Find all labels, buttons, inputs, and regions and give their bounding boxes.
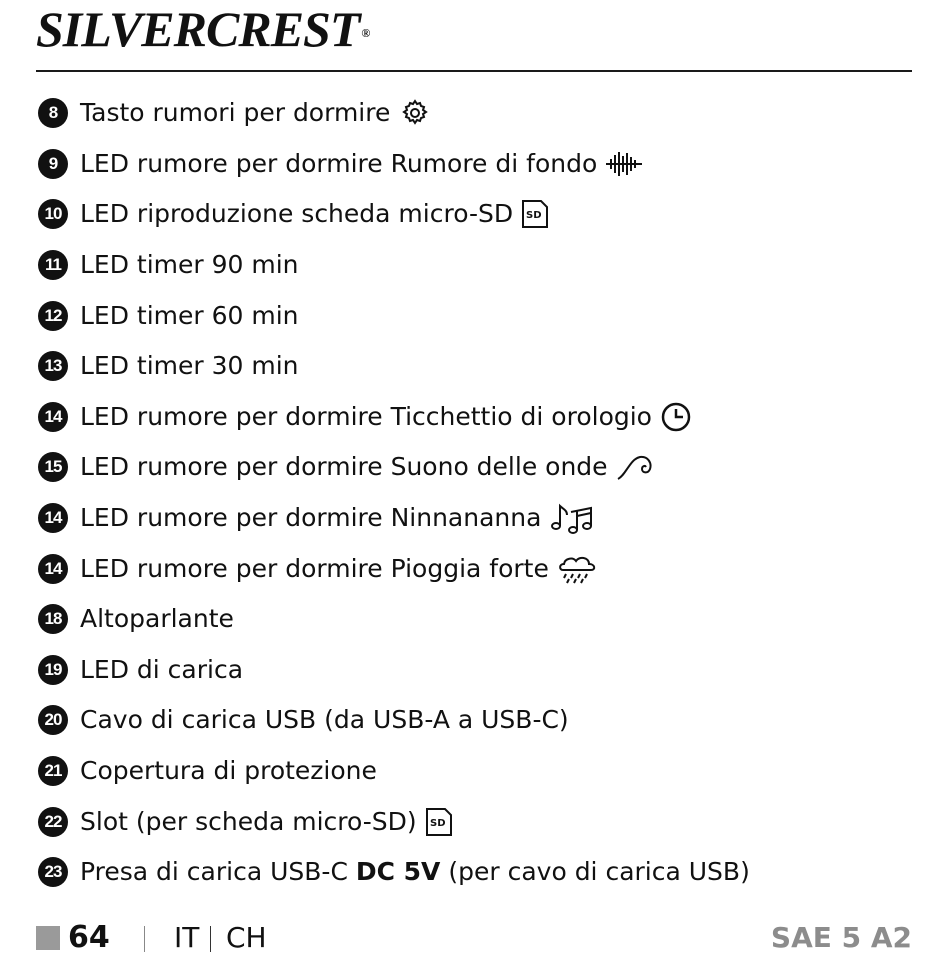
language-divider bbox=[210, 926, 211, 952]
item-number-badge: 14 bbox=[38, 554, 68, 584]
voltage-rating: DC 5V bbox=[355, 857, 441, 887]
item-label: Tasto rumori per dormire bbox=[80, 98, 391, 128]
list-item bbox=[38, 594, 918, 645]
item-label: Copertura di protezione bbox=[80, 756, 377, 786]
list-item bbox=[38, 290, 918, 341]
item-label: Cavo di carica USB (da USB-A a USB-C) bbox=[80, 705, 569, 735]
footer-divider bbox=[144, 926, 145, 952]
item-number-badge: 14 bbox=[38, 402, 68, 432]
gear-icon bbox=[398, 98, 432, 128]
language-it: IT bbox=[174, 921, 200, 954]
item-label: LED rumore per dormire Pioggia forte bbox=[80, 553, 549, 583]
rain-cloud-icon bbox=[557, 554, 599, 584]
component-list bbox=[38, 88, 918, 898]
item-label bbox=[80, 857, 750, 887]
item-label: LED riproduzione scheda micro-SD bbox=[80, 199, 514, 229]
item-number-badge: 14 bbox=[38, 503, 68, 533]
item-number-badge: 22 bbox=[38, 807, 68, 837]
list-item bbox=[38, 139, 918, 190]
list-item bbox=[38, 746, 918, 797]
item-number-badge: 9 bbox=[38, 149, 68, 179]
item-number-badge: 10 bbox=[38, 199, 68, 229]
list-item bbox=[38, 442, 918, 493]
item-number-badge: 19 bbox=[38, 655, 68, 685]
item-number-badge: 15 bbox=[38, 452, 68, 482]
item-label-end: (per cavo di carica USB) bbox=[448, 857, 750, 887]
item-label: Slot (per scheda micro-SD) bbox=[80, 806, 417, 836]
list-item bbox=[38, 543, 918, 594]
wave-icon bbox=[616, 453, 656, 481]
item-label: LED rumore per dormire Ticchettio di orologio bbox=[80, 401, 652, 431]
item-label: LED timer 90 min bbox=[80, 250, 299, 280]
item-number-badge: 18 bbox=[38, 604, 68, 634]
list-item bbox=[38, 695, 918, 746]
sd-card-icon bbox=[521, 199, 549, 229]
language-ch: CH bbox=[226, 921, 267, 954]
model-number: SAE 5 A2 bbox=[770, 921, 912, 954]
item-number-badge: 21 bbox=[38, 756, 68, 786]
item-number-badge: 13 bbox=[38, 351, 68, 381]
item-label: LED rumore per dormire Ninnananna bbox=[80, 503, 542, 533]
music-notes-icon bbox=[549, 502, 595, 534]
item-label: LED rumore per dormire Suono delle onde bbox=[80, 452, 608, 482]
item-label: LED di carica bbox=[80, 654, 244, 684]
item-label-start: Presa di carica USB-C bbox=[80, 857, 348, 887]
brand-logo: SILVERCREST ® bbox=[36, 1, 370, 57]
clock-icon bbox=[660, 401, 692, 433]
sd-card-icon bbox=[425, 807, 453, 837]
item-number-badge: 8 bbox=[38, 98, 68, 128]
svg-text:SD: SD bbox=[429, 817, 446, 829]
svg-text:SD: SD bbox=[526, 210, 542, 222]
sound-wave-icon bbox=[605, 150, 643, 178]
item-number-badge: 20 bbox=[38, 705, 68, 735]
page-number: 64 bbox=[68, 920, 110, 955]
page-footer bbox=[36, 918, 912, 958]
list-item bbox=[38, 645, 918, 696]
item-label: LED rumore per dormire Rumore di fondo bbox=[80, 148, 598, 178]
list-item bbox=[38, 847, 918, 898]
list-item bbox=[38, 240, 918, 291]
list-item bbox=[38, 341, 918, 392]
list-item bbox=[38, 88, 918, 139]
list-item bbox=[38, 796, 918, 847]
list-item bbox=[38, 392, 918, 443]
footer-square-marker bbox=[36, 926, 60, 950]
item-label: LED timer 30 min bbox=[80, 351, 299, 381]
item-number-badge: 23 bbox=[38, 857, 68, 887]
item-number-badge: 11 bbox=[38, 250, 68, 280]
list-item bbox=[38, 493, 918, 544]
page-header bbox=[36, 0, 912, 72]
item-label: LED timer 60 min bbox=[80, 300, 299, 330]
item-label: Altoparlante bbox=[80, 604, 234, 634]
list-item bbox=[38, 189, 918, 240]
item-number-badge: 12 bbox=[38, 301, 68, 331]
